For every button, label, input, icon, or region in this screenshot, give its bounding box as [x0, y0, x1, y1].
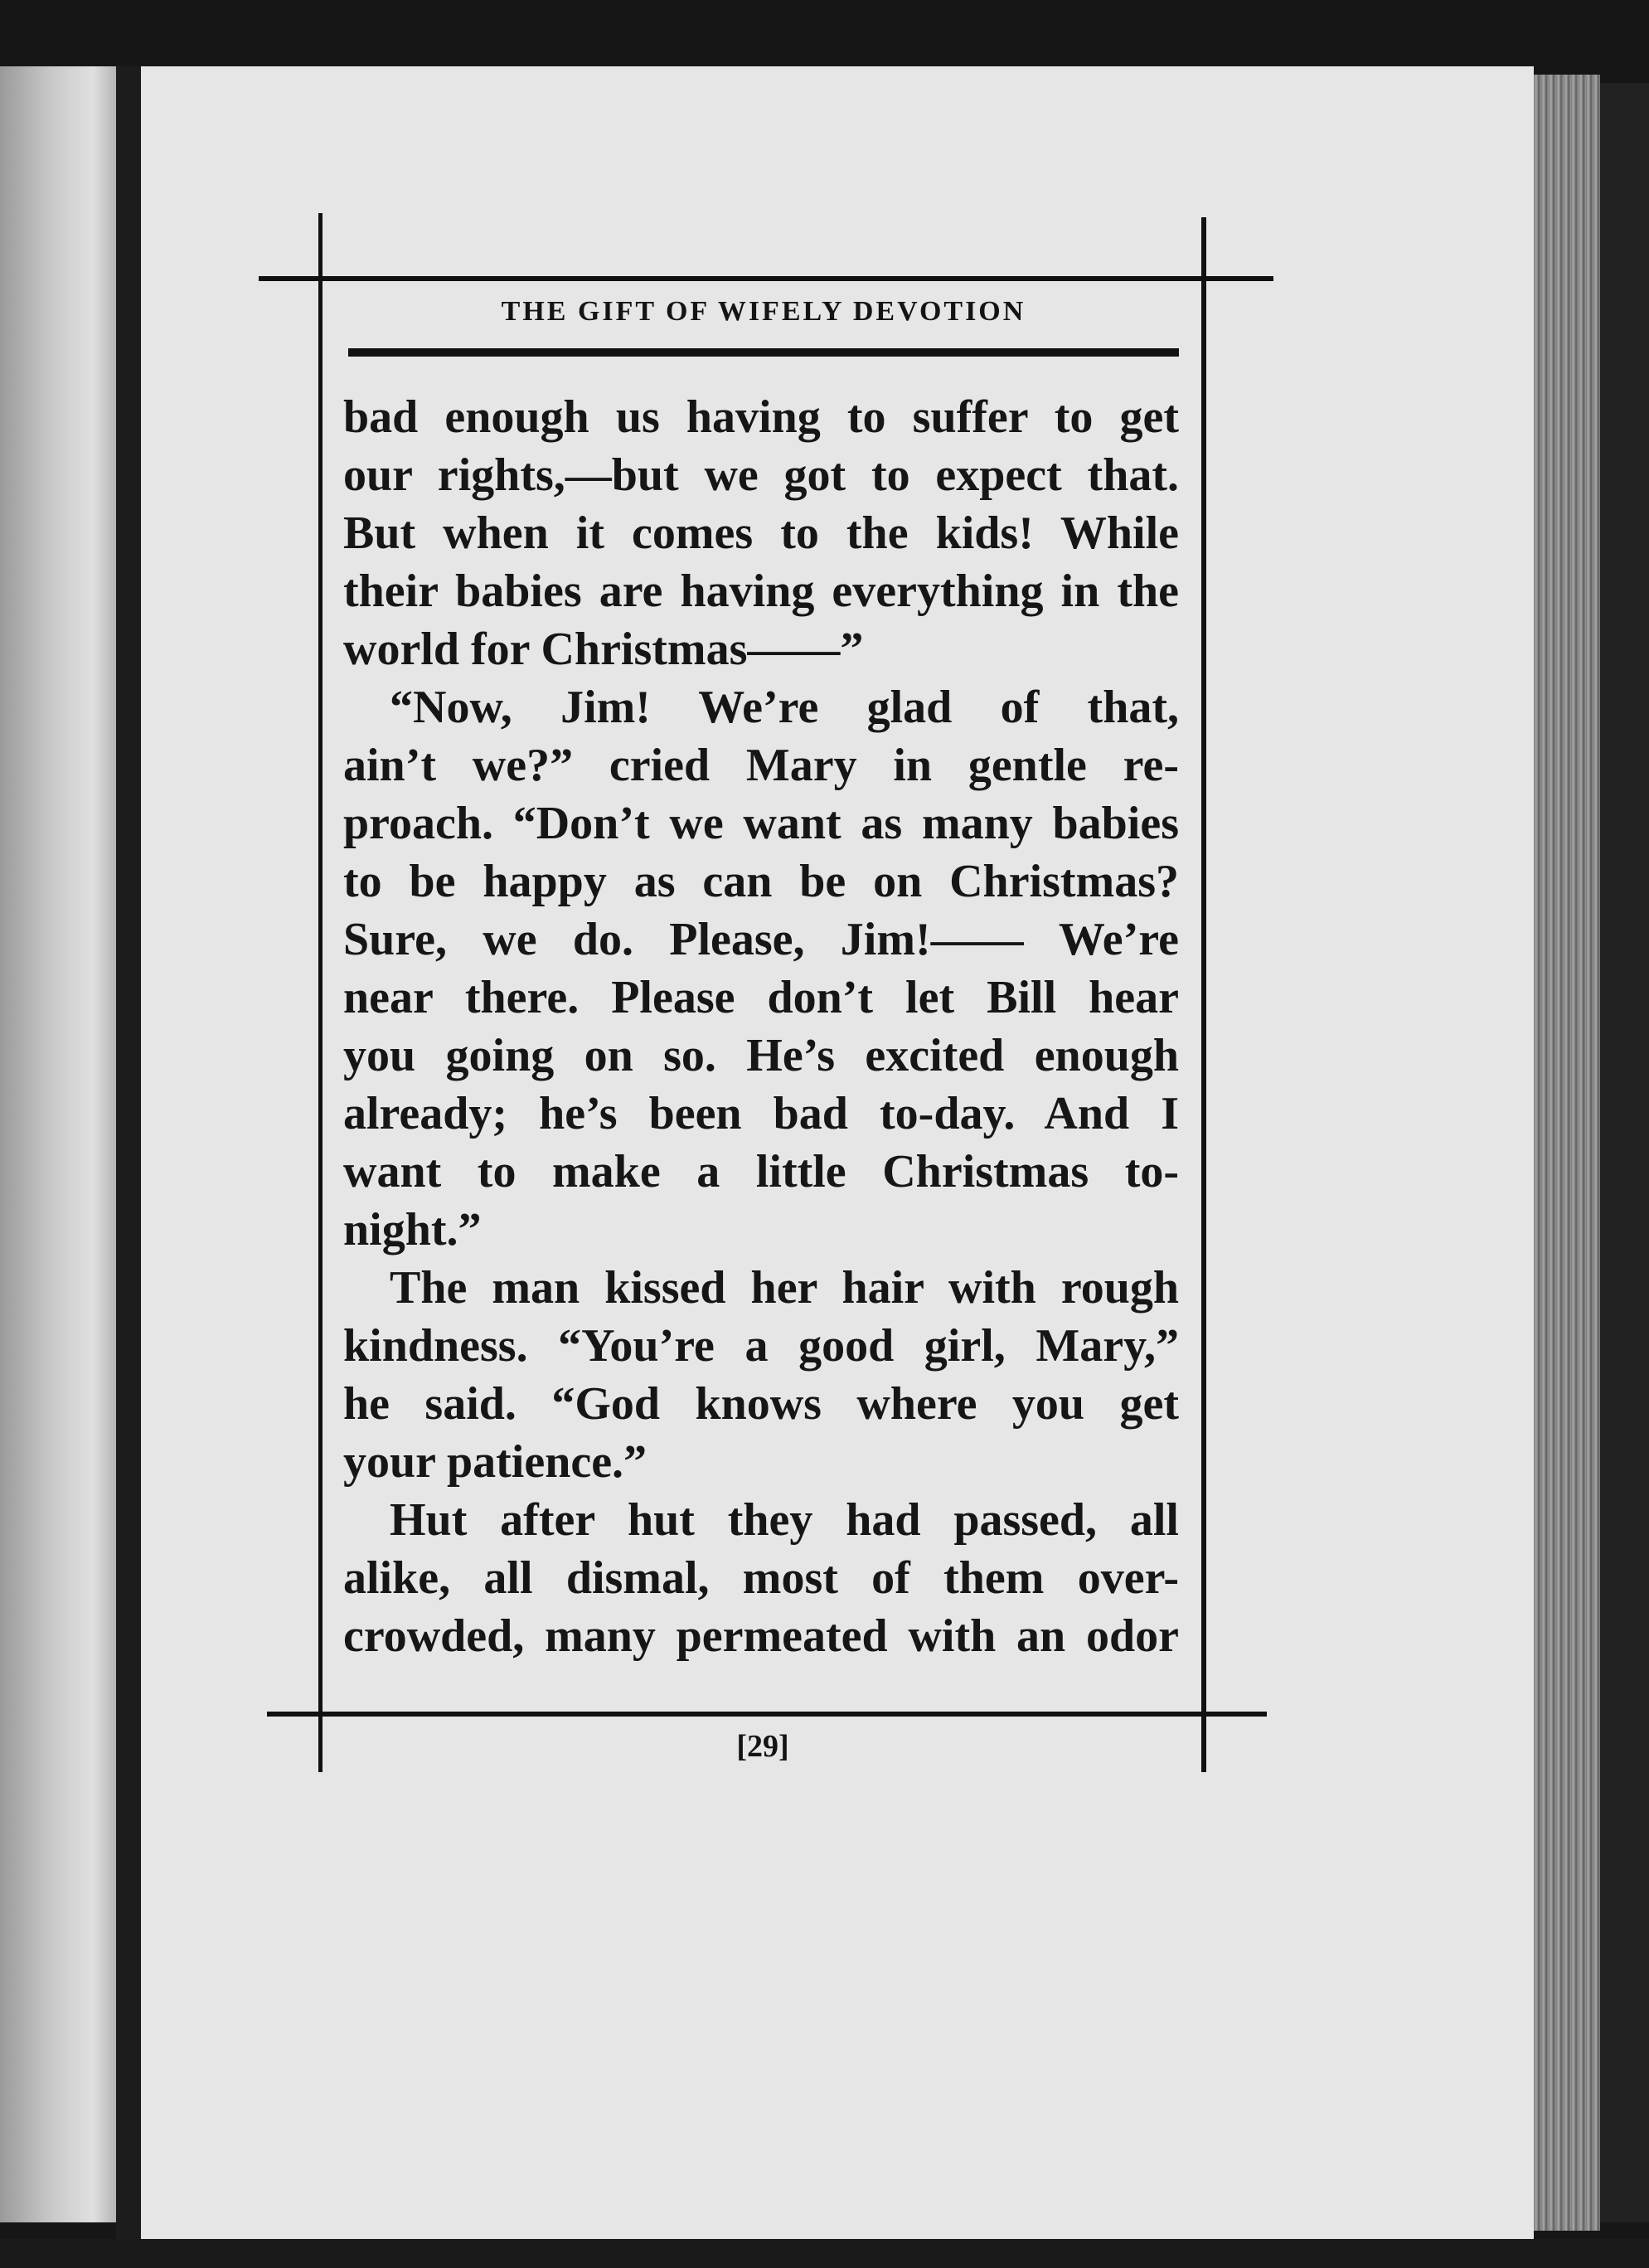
- book-cover-edge: [1600, 83, 1649, 2222]
- text-line: Sure, we do. Please, Jim!—— We’re: [343, 914, 1179, 965]
- text-line: Hut after hut they had passed, all: [390, 1494, 1179, 1546]
- text-line: your patience.”: [343, 1436, 647, 1488]
- frame-bottom-rule: [267, 1712, 1267, 1717]
- text-line: “Now, Jim! We’re glad of that,: [390, 682, 1179, 733]
- text-line: alike, all dismal, most of them over-: [343, 1552, 1179, 1604]
- scan-bottom-band: [0, 2239, 1649, 2268]
- frame-top-rule: [259, 276, 1273, 281]
- text-line: want to make a little Christmas to-: [343, 1146, 1179, 1197]
- running-head: THE GIFT OF WIFELY DEVOTION: [501, 296, 1026, 327]
- text-line: bad enough us having to suffer to get: [343, 391, 1179, 443]
- text-line: proach. “Don’t we want as many babies: [343, 798, 1179, 849]
- text-line: kindness. “You’re a good girl, Mary,”: [343, 1320, 1179, 1372]
- text-line: he said. “God knows where you get: [343, 1378, 1179, 1430]
- page-number: [29]: [736, 1729, 789, 1764]
- text-line: ain’t we?” cried Mary in gentle re-: [343, 740, 1179, 791]
- frame-right-rule: [1201, 217, 1206, 1772]
- text-line: night.”: [343, 1204, 482, 1255]
- header-rule: [348, 348, 1179, 357]
- text-line: near there. Please don’t let Bill hear: [343, 972, 1179, 1023]
- text-line: The man kissed her hair with rough: [390, 1262, 1179, 1314]
- text-line: crowded, many permeated with an odor: [343, 1610, 1179, 1662]
- text-line: you going on so. He’s excited enough: [343, 1030, 1179, 1081]
- text-line: already; he’s been bad to-day. And I: [343, 1088, 1179, 1139]
- body-text: [343, 388, 1179, 1665]
- text-line: to be happy as can be on Christmas?: [343, 856, 1179, 907]
- frame-left-rule: [318, 213, 323, 1772]
- book-gutter: [116, 66, 141, 2239]
- text-line: But when it comes to the kids! While: [343, 508, 1179, 559]
- text-line: their babies are having everything in the: [343, 566, 1179, 617]
- text-line: world for Christmas——”: [343, 624, 864, 675]
- left-page-edge: [0, 66, 116, 2222]
- page-stack-edge: [1534, 75, 1600, 2231]
- text-line: our rights,—but we got to expect that.: [343, 449, 1179, 501]
